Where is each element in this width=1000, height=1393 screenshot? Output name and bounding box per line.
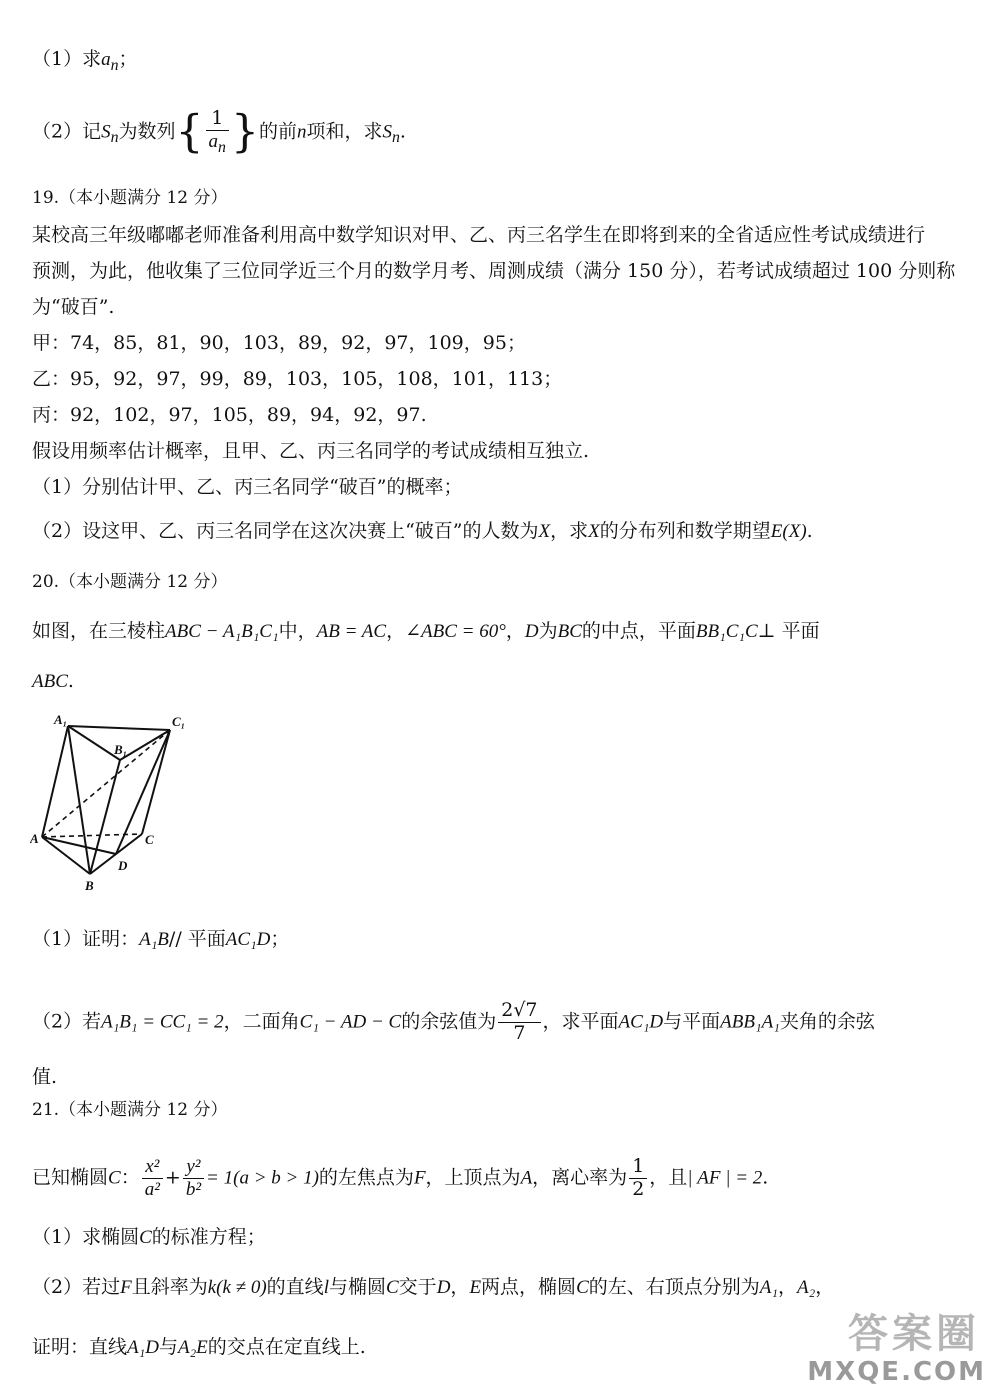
q19-part2	[32, 520, 813, 544]
label-a: A	[30, 831, 39, 846]
edge-b1-b	[90, 760, 120, 874]
prism-edges	[42, 726, 170, 874]
q21-p1b: 的标准方程；	[151, 1226, 266, 1248]
label-c: C	[145, 832, 154, 847]
q21-p2i: 的左、右顶点分别为	[588, 1276, 760, 1298]
q20-l1e: 为	[538, 620, 558, 642]
q20-cos-fraction	[498, 1000, 540, 1045]
q18-frac-den-var: a	[208, 130, 219, 152]
q20-l1b: 中，	[278, 620, 317, 642]
q20-line2	[32, 670, 74, 694]
q21-p3e: 的交点在定直线上.	[207, 1336, 366, 1358]
q21-plus: +	[164, 1166, 181, 1189]
q21-p2h: 两点，椭圆	[481, 1276, 577, 1298]
q21-line1	[32, 1156, 768, 1201]
q18-p1-label: （1）求	[32, 48, 102, 70]
q18-p2-mid: 为数列	[118, 120, 176, 143]
label-c1: C₁	[172, 714, 186, 729]
q20-frac-num: 2√7	[498, 1000, 540, 1023]
q20-l1g: ⊥ 平面	[757, 620, 820, 642]
q20-p2g: AC₁D	[618, 1011, 664, 1033]
q18-part2	[32, 108, 406, 157]
q21-p2g: ，	[450, 1276, 470, 1298]
q20-plane1: BB₁C₁C	[695, 621, 758, 642]
q18-fraction	[206, 108, 229, 157]
label-b: B	[85, 878, 94, 893]
q19-jia-scores: 甲：74，85，81，90，103，89，92，97，109，95；	[32, 332, 526, 354]
q18-p2-after2: 项和，求	[306, 120, 383, 143]
edge-c1-c	[142, 730, 170, 834]
q19-line2: 预测，为此，他收集了三位同学近三个月的数学月考、周测成绩（满分 150 分），若考试成绩超过 100 分则称	[32, 260, 956, 282]
q21-a: A	[520, 1167, 533, 1189]
q20-line1	[32, 620, 820, 644]
q20-l1d: ，	[505, 620, 525, 642]
q20-p1a: （1）证明：	[32, 928, 140, 950]
q20-p2a: （2）若	[32, 1010, 102, 1033]
q21-p2E: E	[469, 1277, 482, 1298]
q21-p2k: k(k ≠ 0)	[207, 1277, 267, 1298]
q20-l1f: 的中点，平面	[581, 620, 696, 642]
q21-y-fraction	[183, 1156, 204, 1201]
q19-p2-x: X	[538, 521, 551, 542]
q19-line3: 为“破百”.	[32, 296, 115, 318]
q19-p2-expectation: E(X)	[770, 521, 807, 542]
q18-p2-end: .	[399, 120, 406, 143]
q20-frac-den: 7	[513, 1021, 526, 1044]
q21-colon: ：	[120, 1166, 140, 1189]
q21-p2a: （2）若过	[32, 1276, 121, 1298]
q21-ynum: y²	[183, 1156, 204, 1179]
q19-p2-x2: X	[588, 521, 600, 542]
q21-eq: = 1(a > b > 1)	[206, 1167, 319, 1189]
q21-p3a: 证明：直线	[32, 1336, 128, 1358]
q21-p2c3: C	[576, 1277, 589, 1298]
prism-hidden-edges	[42, 730, 170, 837]
q19-header: 19.（本小题满分 12 分）	[32, 188, 228, 208]
q21-f: F	[413, 1167, 426, 1189]
label-d: D	[118, 858, 128, 873]
q21-p2e: 交于	[398, 1276, 437, 1298]
q20-header: 20.（本小题满分 12 分）	[32, 572, 228, 592]
q21-l1e: ，且	[649, 1166, 688, 1189]
q20-prism: ABC − A₁B₁C₁	[165, 621, 279, 642]
q19-assumption: 假设用频率估计概率，且甲、乙、丙三名同学的考试成绩相互独立.	[32, 440, 590, 462]
q19-p2-text-c: 的分布列和数学期望	[599, 520, 771, 542]
q21-c: C	[108, 1167, 121, 1189]
q20-bc: BC	[557, 621, 582, 642]
q19-p2-text-b: ，求	[550, 520, 589, 542]
q20-l1a: 如图，在三棱柱	[32, 620, 166, 642]
q21-xnum: x²	[142, 1156, 163, 1179]
q21-xden: a²	[144, 1178, 160, 1200]
q20-p2d: C₁ − AD − C	[299, 1011, 402, 1033]
q18-p2-s2-sub: n	[391, 129, 400, 147]
q21-enum: 1	[629, 1156, 647, 1179]
q21-p3c: 与	[158, 1336, 178, 1358]
q20-p1d: AC₁D	[225, 929, 271, 950]
q19-yi-scores: 乙：95，92，97，99，89，103，105，108，101，113；	[32, 368, 563, 390]
q21-l1d: ，离心率为	[532, 1166, 628, 1189]
q21-yden: b²	[185, 1178, 202, 1200]
q20-p2f: ，求平面	[542, 1010, 619, 1033]
q19-p2-end: .	[806, 520, 813, 542]
q20-l2-end: .	[67, 670, 74, 692]
q21-part2	[32, 1276, 834, 1300]
q21-l1c: ，上顶点为	[425, 1166, 521, 1189]
q21-p2j: ，	[777, 1276, 797, 1298]
q20-p2h: 与平面	[663, 1010, 721, 1033]
edge-a-c	[42, 834, 142, 837]
q18-frac-num: 1	[206, 108, 229, 131]
q21-x-fraction	[142, 1156, 163, 1201]
q18-p2-label: （2）记	[32, 120, 102, 143]
q20-p1c: // 平面	[168, 928, 226, 950]
q18-p2-s2: S	[382, 121, 392, 143]
q18-p2-s-sub: n	[110, 129, 119, 147]
q18-frac-den-sub: n	[218, 138, 226, 156]
q21-p2c: 的直线	[266, 1276, 324, 1298]
q21-p2cc: C	[385, 1277, 399, 1298]
q21-e-fraction	[629, 1156, 647, 1201]
q21-p3d: A₂E	[177, 1337, 208, 1358]
q21-af: | AF | = 2	[687, 1167, 763, 1189]
q21-p2d: 与椭圆	[328, 1276, 386, 1298]
label-a1: A₁	[54, 712, 68, 727]
q20-l1c: ，	[386, 620, 406, 642]
q20-p2b: A₁B₁ = CC₁ = 2	[101, 1011, 224, 1033]
q21-part1	[32, 1226, 266, 1250]
q21-header: 21.（本小题满分 12 分）	[32, 1100, 228, 1120]
q21-part2-proof	[32, 1336, 366, 1360]
q20-p1e: ；	[270, 928, 290, 950]
left-brace: {	[175, 106, 204, 158]
q20-d: D	[524, 621, 539, 642]
q20-p1b: A₁B	[139, 929, 169, 950]
watermark-url: MXQE.COM	[807, 1357, 986, 1387]
q20-part2	[32, 1000, 875, 1045]
q19-part1: （1）分别估计甲、乙、丙三名同学“破百”的概率；	[32, 476, 463, 498]
prism-figure	[30, 712, 200, 897]
q19-line1: 某校高三年级嘟嘟老师准备利用高中数学知识对甲、乙、丙三名学生在即将到来的全省适应性考试成绩进行	[32, 224, 926, 246]
right-brace: }	[230, 106, 259, 158]
watermark-logo: 答案圈	[848, 1311, 980, 1357]
q20-abc: ABC	[32, 671, 68, 692]
edge-a-c1	[42, 730, 170, 837]
q18-p1-sub: n	[110, 56, 119, 74]
q19-p2-text-a: （2）设这甲、乙、丙三名同学在这次决赛上“破百”的人数为	[32, 520, 539, 542]
q18-p2-nvar: n	[296, 121, 307, 143]
q21-l1f: .	[762, 1166, 769, 1189]
q21-p2D: D	[436, 1277, 451, 1298]
q19-bing-scores: 丙：92，102，97，105，89，94，92，97.	[32, 404, 427, 426]
edge-a1-a	[42, 726, 68, 837]
q20-p2j: 夹角的余弦	[779, 1010, 875, 1033]
q21-l1a: 已知椭圆	[32, 1166, 109, 1189]
q20-p2e: 的余弦值为	[401, 1010, 497, 1033]
edge-a1-b1	[68, 726, 120, 760]
q20-p2i: ABB₁A₁	[720, 1011, 780, 1033]
q18-p2-s: S	[101, 121, 111, 143]
q21-l1b: 的左焦点为	[318, 1166, 414, 1189]
q20-angle: ∠ABC = 60°	[405, 621, 506, 642]
q21-p2f: F	[120, 1277, 132, 1298]
prism-labels	[30, 712, 185, 893]
q20-part2-cont: 值.	[32, 1066, 58, 1088]
q21-p2a1: A₁	[759, 1277, 778, 1298]
q21-p1a: （1）求椭圆	[32, 1226, 140, 1248]
q18-p1-end: ；	[118, 48, 138, 70]
q21-p1c: C	[139, 1227, 152, 1248]
q20-ab-eq: AB = AC	[316, 621, 387, 642]
q21-p3b: A₁D	[127, 1337, 159, 1358]
edge-a1-c1	[68, 726, 170, 730]
q18-p1-var: a	[101, 49, 111, 70]
q20-p2c: ，二面角	[223, 1010, 300, 1033]
q21-p2k2: ，	[815, 1276, 835, 1298]
q21-eden: 2	[632, 1177, 645, 1200]
q21-p2l: l	[323, 1277, 329, 1298]
q21-p2a2: A₂	[797, 1277, 816, 1298]
q18-p2-after: 的前	[258, 120, 297, 143]
label-b1: B₁	[114, 742, 128, 757]
q20-part1	[32, 928, 289, 952]
q18-part1	[32, 48, 138, 76]
q21-p2b: 且斜率为	[131, 1276, 208, 1298]
